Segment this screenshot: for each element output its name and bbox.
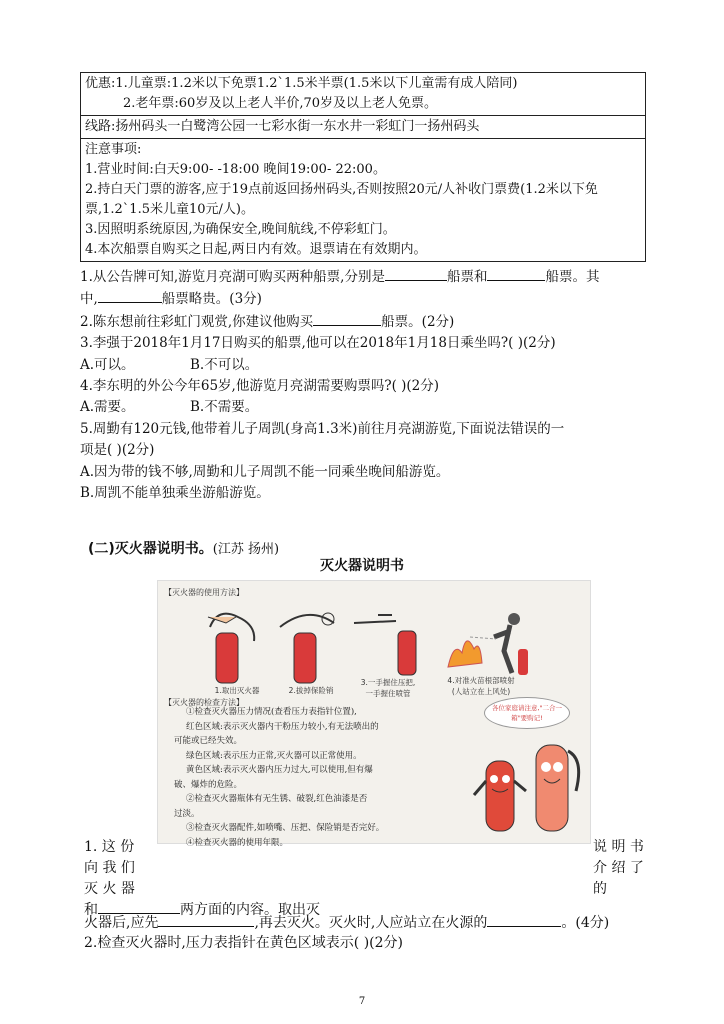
note-item: 3.因照明系统原因,为确保安全,晚间航线,不停彩虹门。 xyxy=(85,222,396,237)
question-4: 4.李东明的外公今年65岁,他游览月亮湖需要购票吗?( )(2分) xyxy=(80,378,440,395)
extinguisher-manual-image xyxy=(157,580,591,848)
note-item: 4.本次船票自购买之日起,两日内有效。退票请在有效期内。 xyxy=(85,242,427,257)
mascot-icon xyxy=(474,761,526,831)
question-5-option-b: B.周凯不能单独乘坐游船游览。 xyxy=(80,485,270,502)
page-number: 7 xyxy=(358,996,366,1007)
option-b: B.不可以。 xyxy=(190,356,259,373)
step-2-caption: 2.拔掉保险销 xyxy=(288,686,334,695)
question-3: 3.李强于2018年1月17日购买的船票,他可以在2018年1月18日乘坐吗?( )(2分) xyxy=(80,335,556,352)
extinguisher-icon xyxy=(448,613,528,675)
answer-blank[interactable] xyxy=(385,266,447,281)
question-5-option-a: A.因为带的钱不够,周勤和儿子周凯不能一同乘坐晚间船游览。 xyxy=(80,463,450,480)
final-q1-line3-right: 的 xyxy=(593,881,607,897)
section-source: (江苏 扬州) xyxy=(212,542,280,557)
discount-child: 优惠:1.儿童票:1.2米以下免票1.2`1.5米半票(1.5米以下儿童需有成人陪同) xyxy=(85,76,518,91)
question-1-cont: 中, 船票略贵。(3分) xyxy=(80,288,646,310)
notice-table xyxy=(80,72,646,262)
document-title: 灭火器说明书 xyxy=(320,558,404,574)
extinguisher-icon xyxy=(354,615,416,675)
check-header: 【灭火器的检查方法】 xyxy=(164,698,244,707)
extinguisher-icon xyxy=(208,614,254,683)
answer-blank[interactable] xyxy=(98,288,162,303)
extinguisher-icon xyxy=(280,613,334,683)
final-q2: 2.检查灭火器时,压力表指针在黄色区域表示( )(2分) xyxy=(84,935,404,951)
speech-bubble: 各位家庭请注意,"二合一箱"要购记! xyxy=(484,697,570,729)
question-5-cont: 项是( )(2分) xyxy=(80,442,155,459)
question-4-options xyxy=(80,397,646,418)
answer-blank[interactable] xyxy=(487,912,561,927)
check-instructions: ①检查灭火器压力情况(查看压力表指针位置), 红色区域:表示灭火器内干粉压力较小,有无法喷出的 可能或已经失效。 绿色区域:表示压力正常,灭火器可以正常使用。 黄色区域:表示灭火器内压力过大,可以使用,但有爆 破、爆炸的危险。 ②检查灭火器瓶体有无生锈、破裂,红色油漆是否 过淡。 ③检查灭火器配件,如喷嘴、压把、保险销是否完好。 ④检查灭火器的使用年限。 xyxy=(174,707,385,848)
option-a: A.需要。 xyxy=(80,399,135,416)
final-q1-line2-left: 向 我 们 xyxy=(84,860,135,876)
mascot-illustration xyxy=(450,731,590,841)
questions-section-1 xyxy=(80,266,646,504)
question-3-options xyxy=(80,355,646,376)
route-text: 线路:扬州码头一白鹭湾公园一七彩水街一东水井一彩虹门一扬州码头 xyxy=(81,116,646,139)
option-b: B.不需要。 xyxy=(190,399,259,416)
notes-title: 注意事项: xyxy=(85,142,142,157)
notice-row-discount xyxy=(81,73,646,116)
final-q1-line3-left: 灭 火 器 xyxy=(84,881,135,897)
usage-header: 【灭火器的使用方法】 xyxy=(164,588,244,597)
note-item: 1.营业时间:白天9:00- -18:00 晚间19:00- 22:00。 xyxy=(85,162,386,177)
final-q1-line1-right: 说 明 书 xyxy=(593,839,644,855)
notice-row-notes xyxy=(81,139,646,262)
question-2: 2.陈东想前往彩虹门观赏,你建议他购买 船票。(2分) xyxy=(80,311,646,333)
mascot-icon xyxy=(536,745,579,831)
note-item: 2.持白天门票的游客,应于19点前返回扬州码头,否则按照20元/人补收门票费(1.2米以下免票,1.2`1.5米儿童10元/人)。 xyxy=(85,182,598,217)
step-4-caption: 4.对准火苗根部喷射 (人站立在上风处) xyxy=(447,676,515,696)
step-3-caption: 3.一手握住压把, 一手握住喷管 xyxy=(360,678,416,698)
step-1-caption: 1.取出灭火器 xyxy=(214,686,260,695)
discount-elder: 2.老年票:60岁及以上老人半价,70岁及以上老人免票。 xyxy=(123,96,437,111)
final-q1-line2-right: 介 绍 了 xyxy=(593,860,644,876)
final-q1-line5: 火器后,应先 ,再去灭火。灭火时,人应站立在火源的 。(4分) xyxy=(84,912,654,935)
option-a: A.可以。 xyxy=(80,356,135,373)
question-1: 1.从公告牌可知,游览月亮湖可购买两种船票,分别是 船票和 船票。其 xyxy=(80,266,646,288)
section-2-title: (二)灭火器说明书。(江苏 扬州) xyxy=(88,541,280,557)
final-q1-line1-left: 1. 这 份 xyxy=(84,839,135,855)
question-5: 5.周勤有120元钱,他带着儿子周凯(身高1.3米)前往月亮湖游览,下面说法错误的一 xyxy=(80,420,565,437)
answer-blank[interactable] xyxy=(158,912,254,927)
answer-blank[interactable] xyxy=(313,311,381,326)
answer-blank[interactable] xyxy=(487,266,545,281)
notice-row-route xyxy=(81,116,646,139)
final-q1-line4: 和 两方面的内容。取出灭 xyxy=(84,899,320,922)
